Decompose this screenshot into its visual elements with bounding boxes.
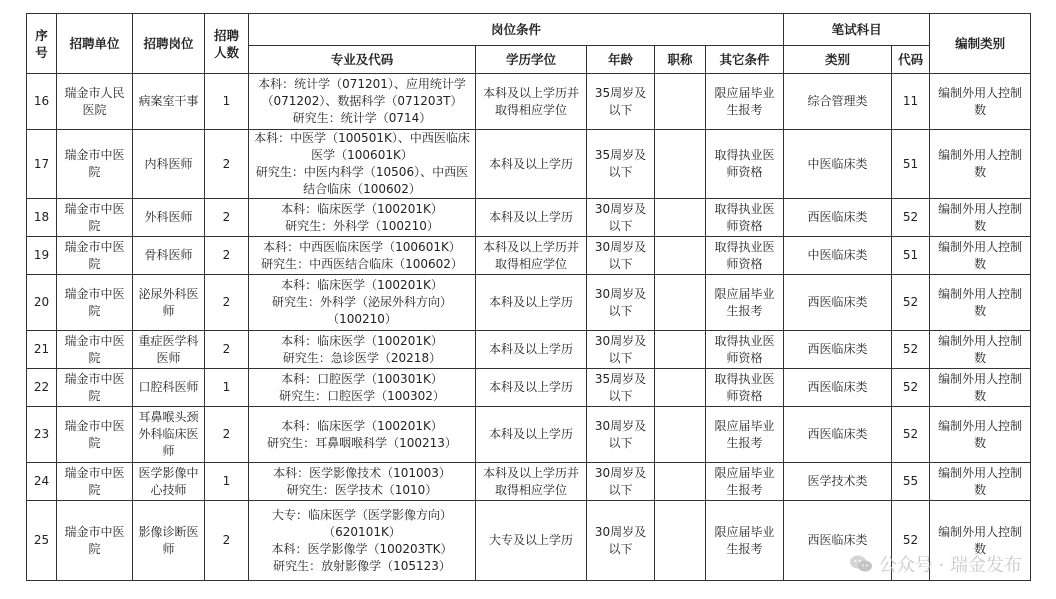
wechat-icon	[849, 554, 873, 574]
cell-exam-type: 西医临床类	[784, 501, 892, 581]
cell-seq: 24	[27, 463, 57, 501]
watermark	[849, 551, 1022, 577]
cell-other: 限应届毕业生报考	[706, 275, 784, 331]
cell-age: 30周岁及以下	[587, 275, 655, 331]
cell-age: 35周岁及以下	[587, 74, 655, 130]
cell-age: 35周岁及以下	[587, 130, 655, 199]
cell-seq: 22	[27, 369, 57, 407]
watermark-text: 公众号 · 瑞金发布	[878, 555, 1022, 576]
cell-unit: 瑞金市中医院	[57, 130, 133, 199]
cell-exam-code: 51	[892, 130, 930, 199]
header-staff: 编制类别	[930, 14, 1031, 74]
cell-edu: 本科及以上学历并取得相应学位	[476, 463, 587, 501]
recruitment-table	[26, 13, 1031, 581]
header-exam: 笔试科目	[784, 14, 930, 46]
cell-staff: 编制外用人控制数	[930, 237, 1031, 275]
cell-edu: 本科及以上学历并取得相应学位	[476, 74, 587, 130]
cell-title	[655, 407, 706, 463]
cell-post: 医学影像中心技师	[133, 463, 205, 501]
cell-major: 本科：中西医临床医学（100601K） 研究生：中西医结合临床（100602）	[249, 237, 476, 275]
header-exam-type: 类别	[784, 46, 892, 74]
cell-exam-type: 西医临床类	[784, 407, 892, 463]
cell-major: 本科：统计学（071201）、应用统计学（071202）、数据科学（071203T） 研究生：统计学（0714）	[249, 74, 476, 130]
header-other: 其它条件	[706, 46, 784, 74]
cell-count: 2	[205, 130, 249, 199]
table-row	[27, 463, 1031, 501]
cell-title	[655, 369, 706, 407]
cell-exam-code: 52	[892, 275, 930, 331]
table-row	[27, 237, 1031, 275]
header-edu: 学历学位	[476, 46, 587, 74]
cell-exam-code: 11	[892, 74, 930, 130]
cell-count: 2	[205, 275, 249, 331]
cell-title	[655, 74, 706, 130]
cell-unit: 瑞金市中医院	[57, 275, 133, 331]
header-count: 招聘人数	[205, 14, 249, 74]
cell-other: 限应届毕业生报考	[706, 463, 784, 501]
cell-title	[655, 501, 706, 581]
table-row	[27, 369, 1031, 407]
cell-unit: 瑞金市中医院	[57, 463, 133, 501]
cell-title	[655, 199, 706, 237]
cell-unit: 瑞金市中医院	[57, 199, 133, 237]
cell-title	[655, 130, 706, 199]
cell-count: 1	[205, 463, 249, 501]
cell-exam-type: 中医临床类	[784, 237, 892, 275]
cell-exam-code: 52	[892, 199, 930, 237]
cell-edu: 本科及以上学历	[476, 331, 587, 369]
table-row	[27, 199, 1031, 237]
cell-seq: 20	[27, 275, 57, 331]
cell-exam-code: 52	[892, 501, 930, 581]
cell-title	[655, 237, 706, 275]
cell-other: 取得执业医师资格	[706, 331, 784, 369]
cell-exam-type: 西医临床类	[784, 275, 892, 331]
cell-major: 本科：口腔医学（100301K） 研究生：口腔医学（100302）	[249, 369, 476, 407]
cell-staff: 编制外用人控制数	[930, 74, 1031, 130]
cell-seq: 21	[27, 331, 57, 369]
cell-unit: 瑞金市中医院	[57, 331, 133, 369]
cell-staff: 编制外用人控制数	[930, 130, 1031, 199]
cell-count: 2	[205, 199, 249, 237]
cell-exam-type: 西医临床类	[784, 199, 892, 237]
cell-other: 限应届毕业生报考	[706, 501, 784, 581]
cell-post: 重症医学科医师	[133, 331, 205, 369]
cell-seq: 17	[27, 130, 57, 199]
cell-exam-type: 医学技术类	[784, 463, 892, 501]
cell-title	[655, 463, 706, 501]
table-row	[27, 407, 1031, 463]
cell-count: 1	[205, 369, 249, 407]
cell-other: 限应届毕业生报考	[706, 74, 784, 130]
cell-unit: 瑞金市人民医院	[57, 74, 133, 130]
cell-staff: 编制外用人控制数	[930, 275, 1031, 331]
cell-major: 本科：临床医学（100201K） 研究生：外科学（泌尿外科方向）（100210）	[249, 275, 476, 331]
cell-exam-type: 西医临床类	[784, 331, 892, 369]
cell-staff: 编制外用人控制数	[930, 331, 1031, 369]
cell-seq: 23	[27, 407, 57, 463]
cell-other: 取得执业医师资格	[706, 130, 784, 199]
header-unit: 招聘单位	[57, 14, 133, 74]
cell-unit: 瑞金市中医院	[57, 407, 133, 463]
cell-count: 2	[205, 237, 249, 275]
cell-post: 影像诊断医师	[133, 501, 205, 581]
cell-major: 本科：临床医学（100201K） 研究生：外科学（100210）	[249, 199, 476, 237]
header-seq: 序号	[27, 14, 57, 74]
cell-edu: 大专及以上学历	[476, 501, 587, 581]
cell-other: 取得执业医师资格	[706, 199, 784, 237]
cell-staff: 编制外用人控制数	[930, 199, 1031, 237]
cell-edu: 本科及以上学历	[476, 130, 587, 199]
table-row	[27, 130, 1031, 199]
table-row	[27, 74, 1031, 130]
cell-post: 口腔科医师	[133, 369, 205, 407]
cell-age: 30周岁及以下	[587, 237, 655, 275]
cell-count: 1	[205, 74, 249, 130]
cell-seq: 16	[27, 74, 57, 130]
cell-exam-code: 52	[892, 369, 930, 407]
cell-exam-type: 西医临床类	[784, 369, 892, 407]
cell-edu: 本科及以上学历	[476, 369, 587, 407]
cell-staff: 编制外用人控制数	[930, 501, 1031, 581]
cell-exam-code: 52	[892, 331, 930, 369]
cell-edu: 本科及以上学历并取得相应学位	[476, 237, 587, 275]
cell-age: 30周岁及以下	[587, 199, 655, 237]
cell-major: 本科：临床医学（100201K） 研究生：急诊医学（20218）	[249, 331, 476, 369]
cell-count: 2	[205, 407, 249, 463]
cell-seq: 25	[27, 501, 57, 581]
cell-major: 本科：医学影像技术（101003） 研究生：医学技术（1010）	[249, 463, 476, 501]
cell-post: 骨科医师	[133, 237, 205, 275]
cell-edu: 本科及以上学历	[476, 275, 587, 331]
cell-post: 耳鼻喉头颈外科临床医师	[133, 407, 205, 463]
cell-age: 30周岁及以下	[587, 501, 655, 581]
cell-unit: 瑞金市中医院	[57, 501, 133, 581]
cell-staff: 编制外用人控制数	[930, 407, 1031, 463]
cell-post: 泌尿外科医师	[133, 275, 205, 331]
cell-edu: 本科及以上学历	[476, 407, 587, 463]
cell-other: 取得执业医师资格	[706, 369, 784, 407]
cell-count: 2	[205, 501, 249, 581]
cell-edu: 本科及以上学历	[476, 199, 587, 237]
cell-title	[655, 275, 706, 331]
cell-staff: 编制外用人控制数	[930, 369, 1031, 407]
table-body	[27, 74, 1031, 581]
cell-major: 本科：中医学（100501K）、中西医临床医学（100601K） 研究生：中医内科学（10506）、中西医结合临床（100602）	[249, 130, 476, 199]
cell-other: 限应届毕业生报考	[706, 407, 784, 463]
cell-unit: 瑞金市中医院	[57, 237, 133, 275]
cell-exam-type: 中医临床类	[784, 130, 892, 199]
cell-major: 本科：临床医学（100201K） 研究生：耳鼻咽喉科学（100213）	[249, 407, 476, 463]
cell-exam-code: 52	[892, 407, 930, 463]
header-exam-code: 代码	[892, 46, 930, 74]
cell-age: 30周岁及以下	[587, 407, 655, 463]
cell-seq: 18	[27, 199, 57, 237]
cell-count: 2	[205, 331, 249, 369]
header-age: 年龄	[587, 46, 655, 74]
header-title: 职称	[655, 46, 706, 74]
header-conditions: 岗位条件	[249, 14, 784, 46]
cell-staff: 编制外用人控制数	[930, 463, 1031, 501]
cell-exam-type: 综合管理类	[784, 74, 892, 130]
cell-exam-code: 51	[892, 237, 930, 275]
cell-age: 30周岁及以下	[587, 331, 655, 369]
cell-post: 外科医师	[133, 199, 205, 237]
cell-age: 30周岁及以下	[587, 463, 655, 501]
cell-age: 35周岁及以下	[587, 369, 655, 407]
cell-major: 大专：临床医学（医学影像方向）（620101K） 本科：医学影像学（100203TK） 研究生：放射影像学（105123）	[249, 501, 476, 581]
header-major: 专业及代码	[249, 46, 476, 74]
cell-unit: 瑞金市中医院	[57, 369, 133, 407]
table-row	[27, 275, 1031, 331]
cell-seq: 19	[27, 237, 57, 275]
header-post: 招聘岗位	[133, 14, 205, 74]
cell-post: 内科医师	[133, 130, 205, 199]
cell-other: 取得执业医师资格	[706, 237, 784, 275]
cell-exam-code: 55	[892, 463, 930, 501]
table-row	[27, 331, 1031, 369]
cell-post: 病案室干事	[133, 74, 205, 130]
cell-title	[655, 331, 706, 369]
